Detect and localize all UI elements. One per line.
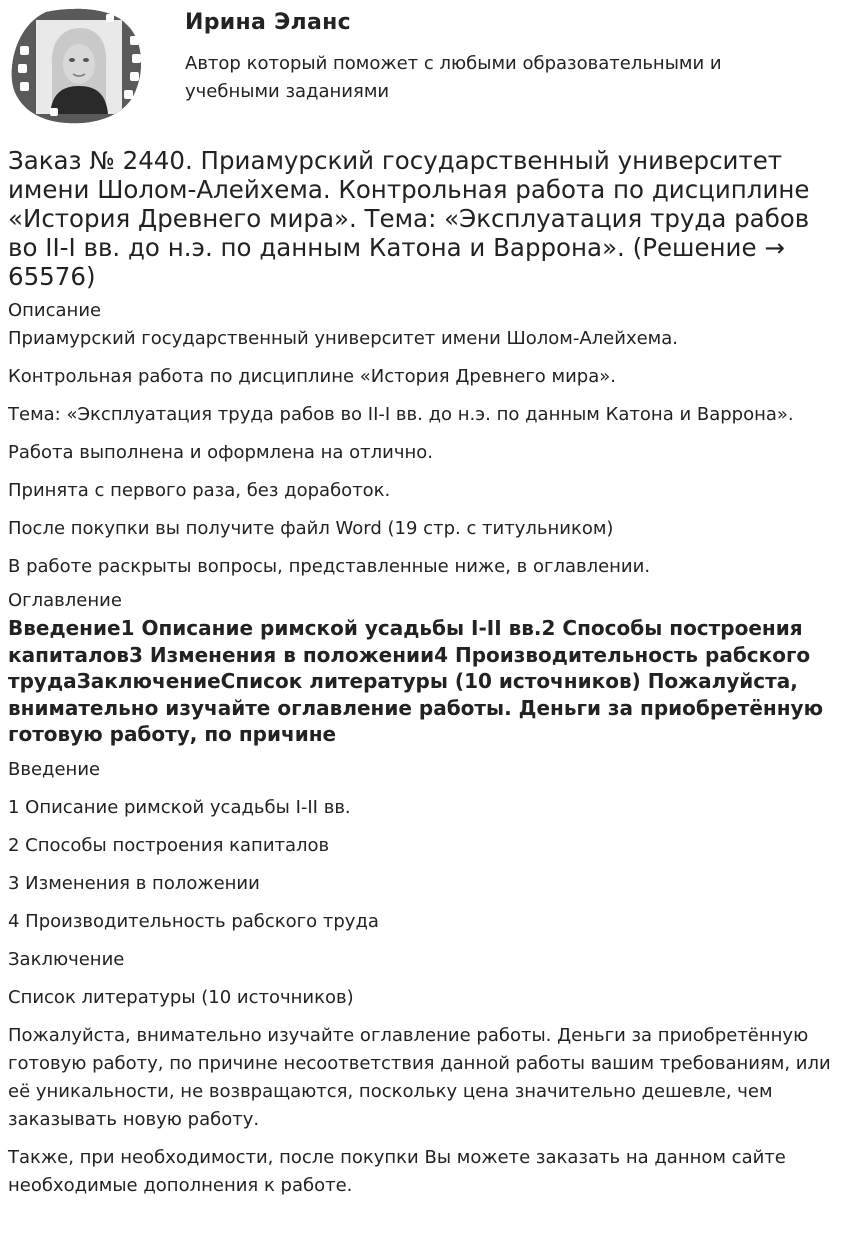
contents-item: 2 Способы построения капиталов: [8, 834, 330, 856]
order-content: [8, 146, 840, 1210]
description-label: Описание: [8, 300, 102, 321]
order-title: Заказ № 2440. Приамурский государственный университет имени Шолом-Алейхема. Контрольная работа по дисциплине «История Древнего мира». Тема: «Эксплуатация труда рабов во II-I вв. до н.э. по данным Катона и Варрона». (Решение → 65576): [8, 146, 810, 291]
contents-item: Введение: [8, 758, 101, 780]
author-name[interactable]: Ирина Эланс: [185, 10, 351, 35]
author-avatar[interactable]: [6, 6, 152, 128]
author-card: [0, 0, 847, 140]
contents-item: Заключение: [8, 948, 125, 970]
description-paragraph: Принята с первого раза, без доработок.: [8, 480, 391, 501]
description-list: [8, 325, 840, 581]
additions-notice: Также, при необходимости, после покупки Вы можете заказать на данном сайте необходимые дополнения к работе.: [8, 1146, 786, 1196]
contents-summary: Введение1 Описание римской усадьбы I-II вв.2 Способы построения капиталов3 Изменения в положении4 Производительность рабского трудаЗаключениеСписок литературы (10 источников) Пожалуйста, внимательно изучайте оглавление работы. Деньги за приобретённую готовую работу, по причине: [8, 616, 824, 746]
description-paragraph: Контрольная работа по дисциплине «История Древнего мира».: [8, 366, 617, 387]
description-paragraph: Тема: «Эксплуатация труда рабов во II-I вв. до н.э. по данным Катона и Варрона».: [8, 404, 794, 425]
description-paragraph: Работа выполнена и оформлена на отлично.: [8, 442, 434, 463]
notes: [8, 1022, 840, 1200]
description-paragraph: Приамурский государственный университет имени Шолом-Алейхема.: [8, 328, 679, 349]
contents-list: [8, 756, 840, 1012]
contents-item: 3 Изменения в положении: [8, 872, 260, 894]
contents-item: 1 Описание римской усадьбы I-II вв.: [8, 796, 351, 818]
contents-item: 4 Производительность рабского труда: [8, 910, 379, 932]
contents-label: Оглавление: [8, 590, 122, 611]
description-paragraph: После покупки вы получите файл Word (19 стр. с титульником): [8, 518, 614, 539]
author-description: Автор который поможет с любыми образовательными и учебными заданиями: [185, 53, 722, 102]
refund-notice: Пожалуйста, внимательно изучайте оглавление работы. Деньги за приобретённую готовую работу, по причине несоответствия данной работы вашим требованиям, или её уникальности, не возвращаются, поскольку цена значительно дешевле, чем заказывать новую работу.: [8, 1024, 831, 1130]
contents-item: Список литературы (10 источников): [8, 986, 354, 1008]
description-paragraph: В работе раскрыты вопросы, представленные ниже, в оглавлении.: [8, 556, 651, 577]
